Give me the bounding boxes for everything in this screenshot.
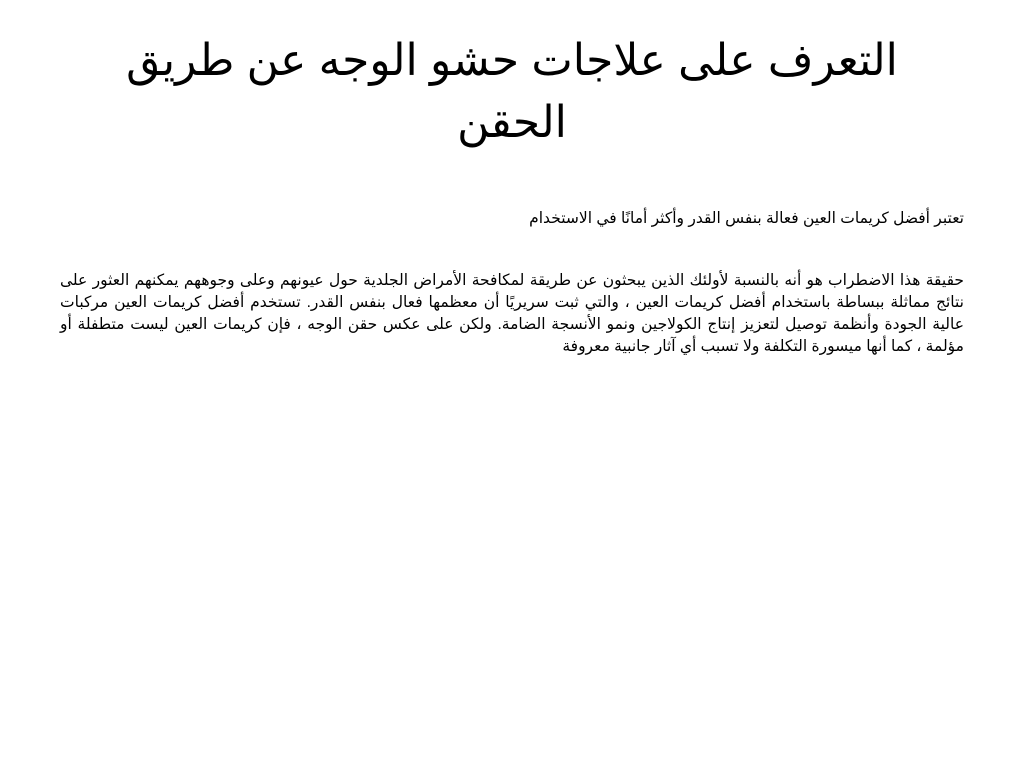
- main-paragraph: حقيقة هذا الاضطراب هو أنه بالنسبة لأولئك الذين يبحثون عن طريقة لمكافحة الأمراض الجلدية حول عيونهم وعلى وجوههم يمكنهم العثور على نتائج مماثلة ببساطة باستخدام أفضل كريمات العين ، والتي ثبت سريريًا أن معظمها فعال بنفس القدر. تستخدم أفضل كريمات العين مركبات عالية الجودة وأنظمة توصيل لتعزيز إنتاج الكولاجين ونمو الأنسجة الضامة. ولكن على عكس حقن الوجه ، فإن كريمات العين ليست متطفلة أو مؤلمة ، كما أنها ميسورة التكلفة ولا تسبب أي آثار جانبية معروفة: [60, 272, 964, 355]
- intro-paragraph: تعتبر أفضل كريمات العين فعالة بنفس القدر وأكثر أمانًا في الاستخدام: [529, 210, 964, 227]
- slide-body: [60, 208, 964, 358]
- slide-title: التعرف على علاجات حشو الوجه عن طريق الحقن: [126, 36, 898, 147]
